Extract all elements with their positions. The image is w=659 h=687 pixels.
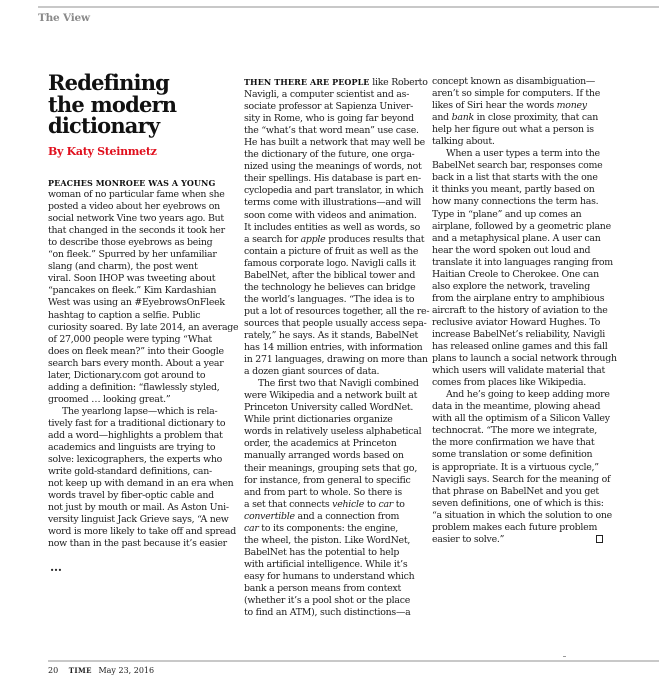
text-line: talking about. (432, 136, 495, 148)
article-headline (48, 72, 238, 137)
text-line: put a lot of resources together, all the re- (244, 305, 430, 317)
text-line: famous corporate logo. Navigli calls it (244, 257, 416, 269)
text-line: translate it into languages ranging from (432, 256, 613, 268)
text-line: to find an ATM), such distinctions—a (244, 607, 411, 619)
byline: By Katy Steinmetz (48, 145, 157, 158)
text-line: has 14 million entries, with information (244, 342, 423, 354)
text-line: BabelNet, after the biblical tower and (244, 269, 416, 281)
text-line: words in relatively useless alphabetical (244, 426, 422, 438)
text-line: groomed … looking great.” (48, 393, 171, 405)
article-column-2 (244, 76, 430, 619)
page-tick-mark (563, 656, 566, 657)
text-line: problem makes each future problem (432, 521, 598, 533)
text-line: add a word—highlights a problem that (48, 429, 223, 441)
text-line: Navigli says. Search for the meaning of (432, 473, 611, 485)
bottom-rule (48, 660, 659, 662)
text-line: The yearlong lapse—which is rela- (62, 405, 218, 417)
text-line: nized using the meanings of words, not (244, 161, 422, 173)
lead-in: PEACHES MONROEE WAS A YOUNG (48, 178, 216, 188)
text-line: airplane, followed by a geometric plane (432, 220, 611, 232)
text-line: (whether it’s a pool shot or the place (244, 595, 411, 607)
text-line: it thinks you meant, partly based on (432, 184, 595, 196)
text-line: Haitian Creole to Cherokee. One can (432, 268, 599, 280)
text-line: “a situation in which the solution to one (432, 509, 612, 521)
text-line: When a user types a term into the (446, 148, 600, 160)
text-line: sociate professor at Sapienza Univer- (244, 101, 414, 113)
text-line: with artificial intelligence. While it’s (244, 558, 408, 570)
text-line: And he’s going to keep adding more (446, 389, 610, 401)
text-line: which users will validate material that (432, 365, 606, 377)
text-line: curiosity soared. By late 2014, an average (48, 321, 239, 333)
text-line: write gold-standard definitions, can- (48, 466, 212, 478)
text-line: posted a video about her eyebrows on (48, 201, 220, 213)
text-line: their spellings. His database is part en- (244, 173, 421, 185)
text-line: increase BabelNet’s reliability, Navigli (432, 328, 606, 340)
headline-line: Redefining (48, 70, 170, 95)
text-line: West was using an #EyebrowsOnFleek (48, 297, 225, 309)
text-line: It includes entities as well as words, so (244, 221, 421, 233)
text-line: the wheel, the piston. Like WordNet, (244, 534, 411, 546)
text-line: sources that people usually access sepa- (244, 317, 427, 329)
page-number: 20 (48, 666, 59, 675)
text-line: word is more likely to take off and spread (48, 526, 237, 538)
text-line: to describe those eyebrows as being (48, 237, 213, 249)
text-line: versity linguist Jack Grieve says, “A new (48, 514, 229, 526)
text-line: bank a person means from context (244, 582, 401, 594)
text-line: tively fast for a traditional dictionary to (48, 417, 226, 429)
text-line: and from part to whole. So there is (244, 486, 402, 498)
text-line: hashtag to caption a selfie. Public (48, 309, 201, 321)
text-line: Type in “plane” and up comes an (432, 208, 582, 220)
text-line: the world’s languages. “The idea is to (244, 293, 415, 305)
text-line: concept known as disambiguation— (432, 76, 596, 87)
text-line: their meanings, grouping sets that go, (244, 462, 418, 474)
article-column-3 (432, 76, 617, 546)
continuation-ellipsis: … (50, 560, 63, 574)
text-line: the “what’s that word mean” use case. (244, 125, 419, 137)
text-line: a search for apple produces results that (244, 233, 425, 245)
text-line: not just by mouth or mail. As Aston Uni- (48, 502, 229, 514)
text-line: not keep up with demand in an era when (48, 478, 234, 490)
text-line: hear the word spoken out loud and (432, 244, 591, 256)
text-line: viral. Soon IHOP was tweeting about (48, 273, 216, 285)
text-line: “pancakes on fleek.” Kim Kardashian (48, 285, 217, 297)
text-line: car to its components: the engine, (244, 522, 399, 534)
text-line: solve: lexicographers, the experts who (48, 454, 223, 466)
text-line: back in a list that starts with the one (432, 172, 598, 184)
text-line: and a metaphysical plane. A user can (432, 232, 601, 244)
text-line: soon come with videos and animation. (244, 209, 417, 221)
text-line: likes of Siri hear the words money (432, 100, 587, 112)
text-line: and bank in close proximity, that can (432, 112, 598, 124)
text-line: search bars every month. About a year (48, 357, 224, 369)
text-line: aren’t so simple for computers. If the (432, 88, 601, 100)
text-line: slang (and charm), the post went (48, 261, 198, 273)
end-of-article-icon (596, 535, 603, 543)
text-line: manually arranged words based on (244, 450, 404, 462)
page-footer (48, 666, 162, 675)
text-line: reclusive aviator Howard Hughes. To (432, 316, 601, 328)
text-line: seven definitions, one of which is this: (432, 497, 604, 509)
column-1-text (48, 189, 239, 550)
text-line: sity in Rome, who is going far beyond (244, 113, 414, 125)
text-line: comes from places like Wikipedia. (432, 377, 586, 389)
text-line: aircraft to the history of aviation to the (432, 304, 608, 316)
text-line: easier to solve.” (432, 534, 614, 546)
text-line: academics and linguists are trying to (48, 442, 216, 454)
column-3-text (432, 76, 617, 546)
section-label: The View (38, 12, 90, 24)
column-2-text (244, 89, 430, 619)
text-line: later, Dictionary.com got around to (48, 369, 206, 381)
issue-date: May 23, 2016 (98, 666, 155, 675)
text-line: the more confirmation we have that (432, 437, 595, 449)
top-rule (38, 6, 659, 8)
article-column-1 (48, 177, 239, 550)
text-line: from the airplane entry to amphibious (432, 292, 605, 304)
text-line: He has built a network that may well be (244, 137, 425, 149)
text-line: BabelNet search bar, responses come (432, 160, 603, 172)
text-line: BabelNet has the potential to help (244, 546, 400, 558)
text-line: also explore the network, traveling (432, 280, 590, 292)
text-line: While print dictionaries organize (244, 414, 393, 426)
text-line: the dictionary of the future, one orga- (244, 149, 415, 161)
text-line: contain a picture of fruit as well as the (244, 245, 419, 257)
text-line: with all the optimism of a Silicon Valley (432, 413, 610, 425)
text-line: that changed in the seconds it took her (48, 225, 225, 237)
text-line: how many connections the term has. (432, 196, 599, 208)
headline-line: the modern (48, 91, 177, 117)
text-line: has released online games and this fall (432, 341, 608, 353)
text-line: help her figure out what a person is (432, 124, 594, 136)
text-line: does on fleek mean?” into their Google (48, 345, 224, 357)
text-line: in 271 languages, drawing on more than (244, 354, 428, 366)
text-line: some translation or some definition (432, 449, 593, 461)
text-line: easy for humans to understand which (244, 570, 415, 582)
text-line: adding a definition: “flawlessly styled, (48, 381, 220, 393)
text-line: of 27,000 people were typing “What (48, 333, 212, 345)
text-line: social network Vine two years ago. But (48, 213, 224, 225)
lead-in: THEN THERE ARE PEOPLE (244, 77, 370, 87)
magazine-name: TIME (68, 666, 92, 675)
text-line: convertible and a connection from (244, 510, 400, 522)
text-line: terms come with illustrations—and will (244, 197, 422, 209)
text-line: order, the academics at Princeton (244, 438, 397, 450)
text-line: cyclopedia and part translator, in which (244, 185, 424, 197)
text-line: now than in the past because it’s easier (48, 538, 227, 550)
text-line: Princeton University called WordNet. (244, 402, 414, 414)
text-line: technocrat. “The more we integrate, (432, 425, 598, 437)
text-line: The first two that Navigli combined (258, 378, 419, 390)
text-line: a set that connects vehicle to car to (244, 498, 405, 510)
text-line: were Wikipedia and a network built at (244, 390, 418, 402)
text-line: words travel by fiber-optic cable and (48, 490, 214, 502)
text-line: is appropriate. It is a virtuous cycle,” (432, 461, 599, 473)
text-line: data in the meantime, plowing ahead (432, 401, 601, 413)
text-line: Navigli, a computer scientist and as- (244, 89, 410, 101)
text-line: for instance, from general to specific (244, 474, 411, 486)
text-line: plans to launch a social network through (432, 353, 617, 365)
text-line: rately,” he says. As it stands, BabelNet (244, 329, 419, 341)
text-line: that phrase on BabelNet and you get (432, 485, 599, 497)
headline-line: dictionary (48, 113, 160, 138)
text-line: a dozen giant sources of data. (244, 366, 380, 378)
text-line: “on fleek.” Spurred by her unfamiliar (48, 249, 217, 261)
text-line: woman of no particular fame when she (48, 189, 225, 201)
text-line: the technology he believes can bridge (244, 281, 416, 293)
lead-in-rest: like Roberto (369, 77, 428, 88)
